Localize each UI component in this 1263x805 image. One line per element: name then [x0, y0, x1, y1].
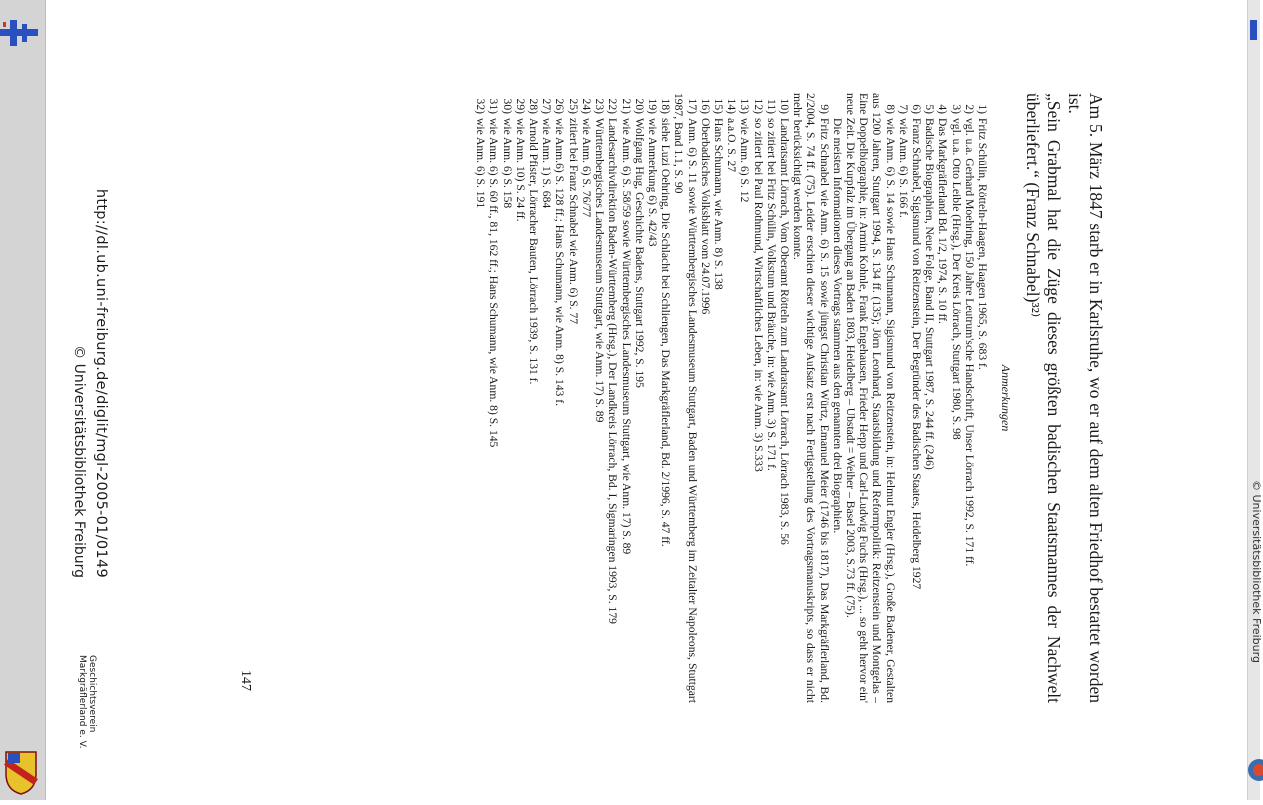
note-item	[580, 93, 593, 703]
note-number: 4)	[936, 104, 950, 114]
note-number: 22)	[606, 98, 620, 114]
note-number: 1)	[976, 104, 989, 114]
note-item	[553, 93, 566, 703]
notes-heading: Anmerkungen	[999, 364, 1013, 432]
source-url[interactable]: http://dl.ub.uni-freiburg.de/diglit/mgl-2005-01/0149	[93, 188, 109, 578]
scanned-page	[59, 0, 1263, 800]
note-number: 32)	[474, 98, 488, 114]
top-edge-watermark: © Universitätsbibliothek Freiburg	[1250, 480, 1263, 663]
copyright-line: © Universitätsbibliothek Freiburg	[71, 345, 87, 578]
note-number: 14)	[725, 98, 739, 114]
note-item	[540, 93, 553, 703]
note-number: 11)	[764, 98, 778, 114]
publisher-line-2: Markgräflerland e. V.	[77, 655, 87, 749]
note-number: 18)	[659, 98, 673, 114]
note-item	[633, 93, 646, 703]
viewer-left-strip	[0, 0, 46, 800]
notes-list	[474, 93, 989, 703]
note-text: Arnold Pfister, Lörracher Bauten, Lörrach 1939, S. 131 f.	[527, 118, 541, 385]
note-number: 16)	[698, 98, 712, 114]
note-number: 13)	[738, 98, 752, 114]
library-logo-icon[interactable]	[0, 18, 40, 48]
note-number: 19)	[645, 98, 659, 114]
note-number: 27)	[540, 98, 554, 114]
note-number: 8)	[883, 104, 897, 114]
note-number: 24)	[579, 98, 593, 114]
note-item	[500, 93, 513, 703]
note-text: wie Anm. 6) S. 166 f.	[896, 118, 910, 218]
note-item	[976, 93, 989, 703]
note-item	[897, 93, 910, 703]
page-number: 147	[238, 670, 253, 691]
note-text: Das Markgräflerland Bd. 1/2, 1974, S. 10 ff.	[936, 118, 950, 324]
coat-of-arms-icon	[0, 748, 42, 796]
note-number: 6)	[909, 104, 923, 114]
note-text: wie Anm.6) S. 128 ff.; Hans Schumann, wie Anm. 8) S. 143 f.	[553, 118, 567, 407]
quote-paragraph: „Sein Grabmal hat die Züge dieses größten badischen Staatsmannes der Nachwelt überliefert.“ (Franz Schnabel)³²⁾	[1023, 93, 1064, 703]
note-number: 5)	[923, 104, 937, 114]
note-number: 29)	[513, 98, 527, 114]
note-extra-text: Die meisten Informationen dieses Vortrags stammen aus den genannten drei Biographien.	[830, 118, 844, 534]
note-number: 10)	[777, 98, 791, 114]
note-text: Landesarchivdirektion Baden-Württemberg (Hrsg.), Der Landkreis Lörrach, Bd. I, Sigmaringen 1993, S. 179	[606, 118, 620, 624]
note-item	[738, 93, 751, 703]
note-text: Anm. 6) S. 11 sowie Württembergisches Landesmuseum Stuttgart, Baden und Württemberg im Zeitalter Napoleons, Stuttgart 1987, Band 1.1, S. 90	[672, 93, 699, 703]
note-item	[699, 93, 712, 703]
note-number: 9)	[817, 104, 831, 114]
note-text: wie Anm. 6) S. 76/77	[579, 118, 593, 218]
note-item	[672, 93, 698, 703]
note-item	[712, 93, 725, 703]
note-text: zitiert bei Franz Schnabel wie Anm. 6) S. 77	[566, 118, 580, 325]
note-text: vgl. u.a. Otto Leible (Hrsg.), Der Kreis Lörrach, Stuttgart 1980, S. 98	[949, 118, 963, 440]
note-item	[963, 93, 976, 703]
note-text: siehe Luzi Oehring, Die Schlacht bei Schliengen, Das Markgräflerland, Bd. 2/1996, S. 47 ff.	[659, 118, 673, 547]
note-item	[949, 93, 962, 703]
note-text: wie Anm. 6) S. 14 sowie Hans Schumann, Sigismund von Reitzenstein, in: Helmut Engler (Hrsg.), Große Badener, Gestalten aus 1200 Jahren, Stuttgart 1994, S. 134 ff. (135); Jörn Leonhard, Staatsbildung und Reformpolitik: Reitzenstein und Montgelas – Eine Doppelbiographie, in: Armin Kohnle, Frank Engehausen, Frieder Hepp und Carl-Ludwig Fuchs (Hrsg.), ... so geht hervor ein' neue Zeit. Die Kurpfalz im Übergang an Baden 1803, Heidelberg – Ubstadt = Weiher – Basel 2003, S.73 ff. (75).	[843, 93, 897, 703]
note-number: 2)	[962, 104, 976, 114]
note-number: 3)	[949, 104, 963, 114]
note-item	[751, 93, 764, 703]
paragraph: Am 5. März 1847 starb er in Karlsruhe, wo er auf dem alten Friedhof bestattet worden ist.	[1065, 93, 1106, 703]
note-text: wie Anm. 6) S. 191	[474, 118, 488, 209]
note-item	[791, 93, 831, 703]
note-item	[659, 93, 672, 703]
publisher-line-1: Geschichtsverein	[87, 655, 97, 733]
note-item	[923, 93, 936, 703]
note-number: 7)	[896, 104, 910, 114]
body-text	[1022, 93, 1106, 703]
note-text: Badische Biographien, Neue Folge, Band II, Stuttgart 1987, S. 244 ff. (246)	[923, 118, 937, 470]
note-number: 25)	[566, 98, 580, 114]
note-text: Württembergisches Landesmuseum Stuttgart, wie Anm. 17) S. 89	[593, 118, 607, 423]
note-text: Fritz Schnabel wie Anm. 6) S. 15 sowie jüngst Christian Würtz, Emanuel Meier (1746 bis 1817), Das Markgräflerland, Bd. 2/2004, S. 74 ff. (75). Leider erschien dieser wichtige Aufsatz erst nach Fertigstellung des Vortragsmanuskripts, so dass er nicht mehr berücksichtigt werden konnte.	[791, 93, 831, 703]
note-number: 17)	[685, 98, 699, 114]
note-text: wie Anm. 6) S. 12	[738, 118, 752, 203]
note-number: 23)	[593, 98, 607, 114]
note-number: 28)	[527, 98, 541, 114]
note-item	[527, 93, 540, 703]
note-item	[593, 93, 606, 703]
note-text: Wolfgang Hug, Geschichte Badens, Stuttgart 1992, S. 195	[632, 118, 646, 388]
note-text: Franz Schnabel, Sigismund von Reitzenstein, Der Begründer des Badischen Staates, Heidelberg 1927	[909, 118, 923, 590]
note-item	[514, 93, 527, 703]
note-text: vgl. u.a. Gerhard Moehring, 150 Jahre Leutrum'sche Handschrift, Unser Lörrach 1992, S. 171 ff.	[962, 118, 976, 567]
note-text: Landratsamt Lörrach, Vom Oberamt Rötteln zum Landratsamt Lörrach, Lörrach 1983, S. 56	[777, 118, 791, 545]
note-number: 21)	[619, 98, 633, 114]
note-text: wie Anm. 6) S. 58/59 sowie Württembergisches Landesmuseum Stuttgart, wie Anm. 17) S. 89	[619, 118, 633, 555]
note-item	[725, 93, 738, 703]
note-number: 12)	[751, 98, 765, 114]
note-text: a.a.O. S. 27	[725, 118, 739, 173]
note-text: so zitiert bei Fritz Schülin, Volkstum und Bräuche, in: wie Anm. 3) S. 171 f.	[764, 118, 778, 471]
note-item	[619, 93, 632, 703]
note-text: wie Anm. 1) S. 684	[540, 118, 554, 209]
note-item	[936, 93, 949, 703]
note-text: Hans Schumann, wie Anm. 8) S. 138	[711, 118, 725, 290]
note-item	[646, 93, 659, 703]
note-number: 30)	[500, 98, 514, 114]
note-number: 15)	[711, 98, 725, 114]
note-number: 20)	[632, 98, 646, 114]
note-text: wie Anm. 10) S. 24 ff.	[513, 118, 527, 222]
note-text: wie Anm. 6) S. 158	[500, 118, 514, 209]
note-item	[778, 93, 791, 703]
publisher-text	[77, 655, 97, 805]
note-text: Fritz Schülin, Rötteln-Haagen, Haagen 1965, S. 683 f.	[976, 118, 989, 370]
note-item	[474, 93, 487, 703]
note-item	[567, 93, 580, 703]
note-item	[487, 93, 500, 703]
note-number: 31)	[487, 98, 501, 114]
note-item	[765, 93, 778, 703]
note-text: wie Anm. 6) S. 60 ff., 81, 162 ff.; Hans Schumann, wie Anm. 8) S. 145	[487, 118, 501, 448]
note-item	[831, 93, 897, 703]
note-item	[606, 93, 619, 703]
note-text: so zitiert bei Paul Rothmund, Wirtschaftliches Leben, in: wie Anm. 3) S.333	[751, 118, 765, 472]
note-number: 26)	[553, 98, 567, 114]
note-text: wie Anmerkung 6) S. 42/43	[645, 118, 659, 247]
note-item	[910, 93, 923, 703]
note-text: Oberbadisches Volksblatt vom 24.07.1996	[698, 118, 712, 315]
